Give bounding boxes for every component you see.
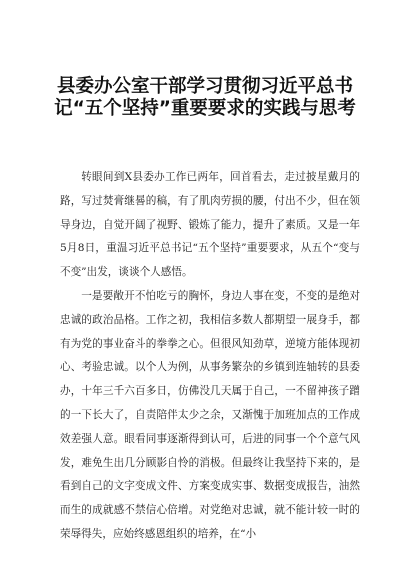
paragraph-point-one: 一是要敞开不怕吃亏的胸怀，身边人事在变，不变的是绝对忠诚的政治品格。工作之初，我相信多数人都期望一展身手，都有为党的事业奋斗的拳拳之心。但很风知劲草，逆境方能体现初心、考验忠诚。以个人为例，从事务繁杂的乡镇到连轴转的县委办，十年三千六百多日，仿佛没几天属于自己，一不留神孩子蹭的一下长大了，自责陪伴太少之余，又渐愧于加班加点的工作成效差强人意。眼看同事逐渐得到认可，后进的同事一个个意气风发，难免生出几分顾影自怜的消极。但最终让我坚持下来的，是看到自己的文字变成文件、方案变成实事、数据变成报告，油然而生的成就感不禁信心倍增。对党绝对忠诚，就不能计较一时的荣辱得失，应始终感恩组织的培养，在“小	[60, 289, 360, 540]
document-title: 县委办公室干部学习贯彻习近平总书记“五个坚持”重要要求的实践与思考	[54, 76, 356, 119]
paragraph-intro: 转眼间到X县委办工作已两年，回首看去，走过披星戴月的路，写过焚膏继晷的稿，有了肌肉劳损的腰，付出不少，但在领导身边，自觉开阔了视野、锻炼了能力，提升了素质。又是一年5月8日，重温习近平总书记“五个坚持”重要要求，从五个“变与不变”出发，谈谈个人感悟。	[60, 171, 360, 279]
document-body	[60, 166, 360, 547]
